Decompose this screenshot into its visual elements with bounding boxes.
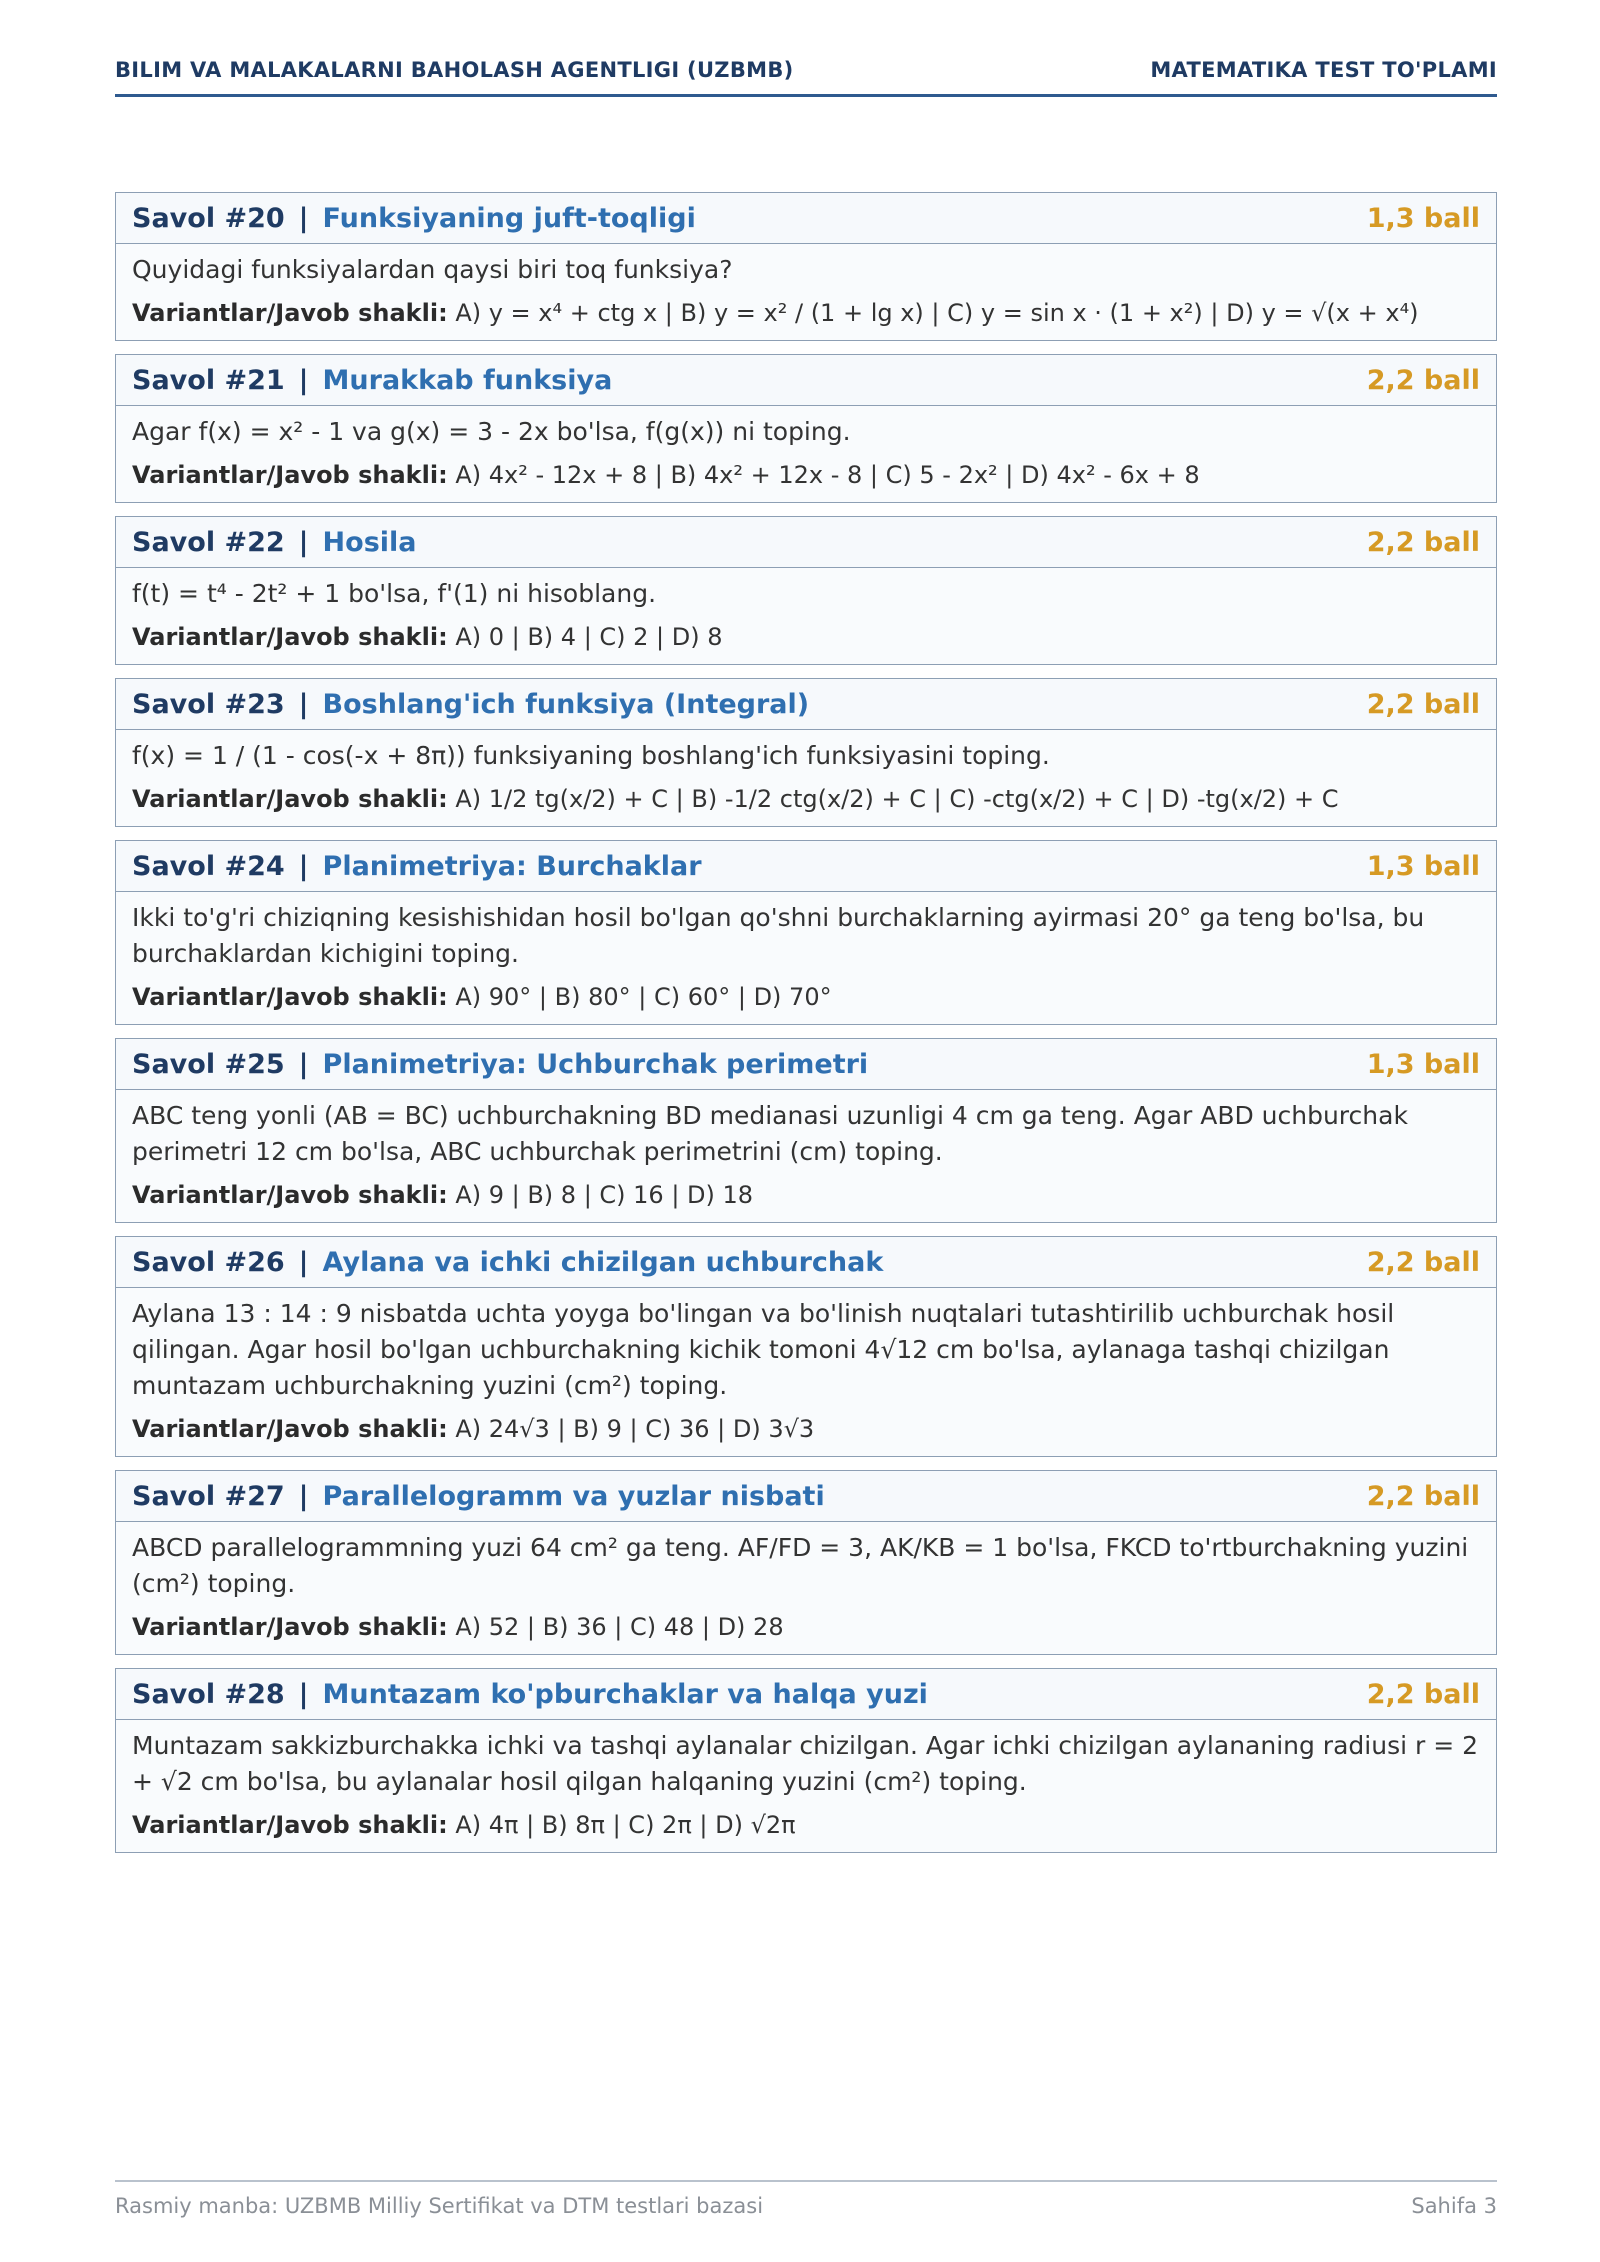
question-topic: Aylana va ichki chizilgan uchburchak — [322, 1246, 884, 1278]
question-card — [115, 1038, 1497, 1223]
question-body — [116, 568, 1496, 664]
options-label: Variantlar/Javob shakli: — [132, 983, 448, 1011]
question-points: 2,2 ball — [1366, 526, 1480, 558]
options-values: A) 4π | B) 8π | C) 2π | D) √2π — [455, 1811, 796, 1839]
question-topic: Parallelogramm va yuzlar nisbati — [322, 1480, 825, 1512]
question-points: 1,3 ball — [1366, 202, 1480, 234]
header-separator: | — [298, 688, 309, 720]
options-values: A) 4x² - 12x + 8 | B) 4x² + 12x - 8 | C) 5 - 2x² | D) 4x² - 6x + 8 — [455, 461, 1200, 489]
question-body — [116, 244, 1496, 340]
options-values: A) 0 | B) 4 | C) 2 | D) 8 — [455, 623, 723, 651]
question-topic: Planimetriya: Uchburchak perimetri — [322, 1048, 869, 1080]
options-label: Variantlar/Javob shakli: — [132, 461, 448, 489]
options-label: Variantlar/Javob shakli: — [132, 1415, 448, 1443]
question-topic: Planimetriya: Burchaklar — [322, 850, 702, 882]
options-label: Variantlar/Javob shakli: — [132, 623, 448, 651]
question-body — [116, 1090, 1496, 1222]
header-separator: | — [298, 1480, 309, 1512]
options-label: Variantlar/Javob shakli: — [132, 1811, 448, 1839]
question-points: 2,2 ball — [1366, 1678, 1480, 1710]
answer-options — [132, 296, 1480, 330]
question-body — [116, 730, 1496, 826]
question-card — [115, 354, 1497, 503]
options-label: Variantlar/Javob shakli: — [132, 1181, 448, 1209]
answer-options — [132, 458, 1480, 492]
header-separator: | — [298, 364, 309, 396]
answer-options — [132, 782, 1480, 816]
question-text: ABC teng yonli (AB = BC) uchburchakning BD medianasi uzunligi 4 cm ga teng. Agar ABD uchburchak perimetri 12 cm bo'lsa, ABC uchburchak perimetrini (cm) toping. — [132, 1101, 1408, 1166]
source-note: Rasmiy manba: UZBMB Milliy Sertifikat va DTM testlari bazasi — [115, 2194, 764, 2218]
question-points: 2,2 ball — [1366, 688, 1480, 720]
question-body — [116, 406, 1496, 502]
answer-options — [132, 1610, 1480, 1644]
agency-title: BILIM VA MALAKALARNI BAHOLASH AGENTLIGI (UZBMB) — [115, 58, 794, 82]
question-body — [116, 1288, 1496, 1456]
page-number: Sahifa 3 — [1411, 2194, 1497, 2218]
question-number: Savol #22 — [132, 526, 285, 558]
question-header — [116, 517, 1496, 568]
question-number: Savol #27 — [132, 1480, 285, 1512]
question-number: Savol #21 — [132, 364, 285, 396]
answer-options — [132, 980, 1480, 1014]
question-topic: Muntazam ko'pburchaklar va halqa yuzi — [322, 1678, 928, 1710]
options-values: A) 90° | B) 80° | C) 60° | D) 70° — [455, 983, 832, 1011]
question-points: 2,2 ball — [1366, 1246, 1480, 1278]
header-separator: | — [298, 1678, 309, 1710]
header-separator: | — [298, 1246, 309, 1278]
question-topic: Funksiyaning juft-toqligi — [322, 202, 696, 234]
question-number: Savol #24 — [132, 850, 285, 882]
question-text: Muntazam sakkizburchakka ichki va tashqi aylanalar chizilgan. Agar ichki chizilgan aylananing radiusi r = 2 + √2 cm bo'lsa, bu aylanalar hosil qilgan halqaning yuzini (cm²) toping. — [132, 1731, 1479, 1796]
options-values: A) 52 | B) 36 | C) 48 | D) 28 — [455, 1613, 784, 1641]
question-header — [116, 193, 1496, 244]
options-label: Variantlar/Javob shakli: — [132, 785, 448, 813]
question-number: Savol #28 — [132, 1678, 285, 1710]
header-separator: | — [298, 1048, 309, 1080]
question-number: Savol #23 — [132, 688, 285, 720]
answer-options — [132, 620, 1480, 654]
question-list — [115, 192, 1497, 1866]
question-body — [116, 1720, 1496, 1852]
question-text: f(t) = t⁴ - 2t² + 1 bo'lsa, f'(1) ni hisoblang. — [132, 579, 657, 608]
options-label: Variantlar/Javob shakli: — [132, 299, 448, 327]
question-number: Savol #20 — [132, 202, 285, 234]
question-text: f(x) = 1 / (1 - cos(-x + 8π)) funksiyaning boshlang'ich funksiyasini toping. — [132, 741, 1050, 770]
question-header — [116, 1237, 1496, 1288]
options-values: A) y = x⁴ + ctg x | B) y = x² / (1 + lg x) | C) y = sin x · (1 + x²) | D) y = √(x + x⁴) — [455, 299, 1419, 327]
options-values: A) 24√3 | B) 9 | C) 36 | D) 3√3 — [455, 1415, 815, 1443]
question-card — [115, 1668, 1497, 1853]
question-body — [116, 1522, 1496, 1654]
question-text: Aylana 13 : 14 : 9 nisbatda uchta yoyga bo'lingan va bo'linish nuqtalari tutashtirilib uchburchak hosil qilingan. Agar hosil bo'lgan uchburchakning kichik tomoni 4√12 cm bo'lsa, aylanaga tashqi chizilgan muntazam uchburchakning yuzini (cm²) toping. — [132, 1299, 1395, 1400]
question-points: 1,3 ball — [1366, 850, 1480, 882]
question-card — [115, 516, 1497, 665]
answer-options — [132, 1178, 1480, 1212]
options-values: A) 9 | B) 8 | C) 16 | D) 18 — [455, 1181, 754, 1209]
page-header — [115, 58, 1497, 97]
collection-title: MATEMATIKA TEST TO'PLAMI — [1150, 58, 1497, 82]
question-points: 1,3 ball — [1366, 1048, 1480, 1080]
question-points: 2,2 ball — [1366, 1480, 1480, 1512]
question-topic: Hosila — [322, 526, 417, 558]
question-text: Ikki to'g'ri chiziqning kesishishidan hosil bo'lgan qo'shni burchaklarning ayirmasi 20° ga teng bo'lsa, bu burchaklardan kichigini toping. — [132, 903, 1425, 968]
question-number: Savol #25 — [132, 1048, 285, 1080]
question-card — [115, 1470, 1497, 1655]
options-label: Variantlar/Javob shakli: — [132, 1613, 448, 1641]
question-header — [116, 355, 1496, 406]
question-topic: Murakkab funksiya — [322, 364, 613, 396]
page-footer — [115, 2180, 1497, 2218]
question-text: ABCD parallelogrammning yuzi 64 cm² ga teng. AF/FD = 3, AK/KB = 1 bo'lsa, FKCD to'rtburchakning yuzini (cm²) toping. — [132, 1533, 1469, 1598]
header-separator: | — [298, 850, 309, 882]
question-header — [116, 841, 1496, 892]
question-card — [115, 1236, 1497, 1457]
question-header — [116, 679, 1496, 730]
header-separator: | — [298, 202, 309, 234]
answer-options — [132, 1412, 1480, 1446]
question-body — [116, 892, 1496, 1024]
question-card — [115, 678, 1497, 827]
question-points: 2,2 ball — [1366, 364, 1480, 396]
question-card — [115, 192, 1497, 341]
question-header — [116, 1669, 1496, 1720]
question-text: Agar f(x) = x² - 1 va g(x) = 3 - 2x bo'lsa, f(g(x)) ni toping. — [132, 417, 851, 446]
question-text: Quyidagi funksiyalardan qaysi biri toq funksiya? — [132, 255, 733, 284]
question-topic: Boshlang'ich funksiya (Integral) — [322, 688, 810, 720]
answer-options — [132, 1808, 1480, 1842]
header-separator: | — [298, 526, 309, 558]
question-header — [116, 1039, 1496, 1090]
question-number: Savol #26 — [132, 1246, 285, 1278]
options-values: A) 1/2 tg(x/2) + C | B) -1/2 ctg(x/2) + C | C) -ctg(x/2) + C | D) -tg(x/2) + C — [455, 785, 1339, 813]
question-card — [115, 840, 1497, 1025]
question-header — [116, 1471, 1496, 1522]
